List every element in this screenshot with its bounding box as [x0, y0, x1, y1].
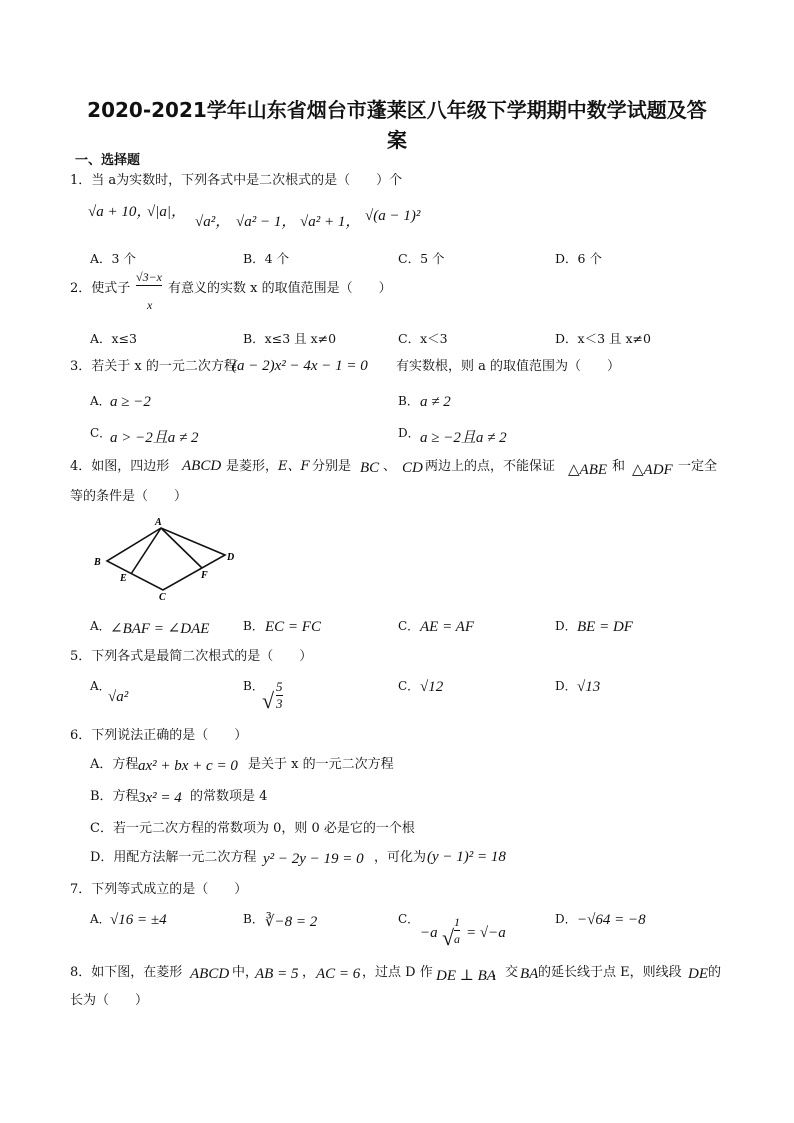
figure-label-f: F: [201, 570, 208, 581]
q1-option-a: A．3 个: [90, 251, 136, 266]
q5-option-d: √13: [577, 679, 601, 695]
q7-option-c-pre: −a: [420, 925, 438, 941]
q6-option-d-math1: y² − 2y − 19 = 0: [263, 851, 364, 867]
q1-option-c: C．5 个: [398, 251, 445, 266]
q7-option-d: −√64 = −8: [577, 912, 646, 928]
q4-bc: BC: [360, 460, 380, 476]
q5-option-b-label: B．: [243, 679, 264, 693]
q4-option-b-label: B．: [243, 619, 264, 633]
q7-option-b: ∛−8 = 2: [265, 914, 318, 930]
q8-ac: AC = 6: [316, 966, 361, 982]
q3-equation: (a − 2)x² − 4x − 1 = 0: [232, 358, 368, 374]
q7-option-d-label: D．: [555, 912, 577, 926]
q6-option-b-math: 3x² = 4: [138, 790, 182, 806]
q4-option-b: EC = FC: [265, 619, 321, 635]
q4-option-a-label: A．: [90, 619, 111, 633]
question-4-stem-a: 4．如图，四边形: [70, 459, 170, 474]
q4-option-c-label: C．: [398, 619, 420, 633]
q6-option-a-math: ax² + bx + c = 0: [138, 758, 238, 774]
segment-ae: [131, 528, 161, 574]
question-1-stem: 1．当 a为实数时，下列各式中是二次根式的是（ ）个: [70, 173, 403, 188]
q8-ba: BA: [520, 966, 539, 982]
q5-option-b-numerator: 5: [276, 679, 283, 694]
q4-ef: E、F: [278, 459, 310, 474]
question-4-stem-e: 一定全: [678, 459, 718, 474]
q5-option-c-label: C．: [398, 679, 420, 693]
q3-option-c-label: C．: [90, 426, 112, 440]
q7-option-c-radical: √: [442, 925, 455, 950]
q3-option-c: a > −2且a ≠ 2: [110, 430, 199, 446]
q7-option-a: √16 = ±4: [110, 912, 167, 928]
q1-option-d: D．6 个: [555, 251, 602, 266]
figure-label-a: A: [155, 517, 162, 528]
q8-stem-d: ，过点 D 作: [362, 965, 433, 980]
question-3-stem-a: 3．若关于 x 的一元二次方程: [70, 359, 237, 374]
figure-label-c: C: [159, 592, 166, 600]
q8-ab: AB = 5: [255, 966, 299, 982]
q4-and: 和: [612, 459, 626, 474]
q2-option-b: B．x≤3 且 x≠0: [243, 331, 337, 346]
q8-stem-c: ，: [302, 965, 316, 980]
q1-option-b: B．4 个: [243, 251, 290, 266]
q2-option-d: D．x＜3 且 x≠0: [555, 331, 651, 346]
q8-abcd: ABCD: [190, 966, 230, 982]
figure-label-e: E: [120, 573, 127, 584]
q4-cd: CD: [402, 460, 423, 476]
q3-option-d: a ≥ −2且a ≠ 2: [420, 430, 507, 446]
q1-expr-5: √a² + 1，: [300, 214, 361, 230]
q3-option-d-label: D．: [398, 426, 420, 440]
page-title: 2020-2021学年山东省烟台市蓬莱区八年级下学期期中数学试题及答: [87, 98, 707, 122]
q6-option-d-math2: (y − 1)² = 18: [427, 849, 506, 865]
q5-option-a: √a²: [108, 689, 129, 705]
q6-option-b-label: B．方程: [90, 789, 139, 804]
section-heading: 一、选择题: [75, 153, 141, 168]
segment-af: [161, 528, 202, 568]
q2-fraction-numerator: √3−x: [136, 270, 163, 284]
q1-expr-4: √a² − 1，: [236, 214, 297, 230]
question-4-stem-c: 分别是: [312, 459, 352, 474]
q4-adf: △ADF: [632, 462, 673, 478]
q8-stem-e: ，交: [492, 965, 519, 980]
q2-option-a: A．x≤3: [90, 331, 138, 346]
question-3-stem-b: 有实数根，则 a 的取值范围为（ ）: [396, 359, 621, 374]
q8-stem-b: 中，: [232, 965, 259, 980]
q5-option-b-radical: √: [262, 688, 275, 713]
figure-label-b: B: [94, 557, 101, 568]
q4-abe: △ABE: [568, 462, 608, 478]
q4-option-c: AE = AF: [420, 619, 475, 635]
q6-option-c: C．若一元二次方程的常数项为 0，则 0 必是它的一个根: [90, 821, 415, 836]
q6-option-d-mid: ，可化为: [374, 850, 427, 865]
q1-expr-3: √a²，: [195, 214, 231, 230]
q6-option-d-label: D．用配方法解一元二次方程: [90, 850, 257, 865]
q4-separator: 、: [383, 459, 397, 474]
q8-de: DE: [688, 966, 708, 982]
q4-option-d-label: D．: [555, 619, 577, 633]
q6-option-a-rest: 是关于 x 的一元二次方程: [248, 757, 394, 772]
q7-option-c-numerator: 1: [454, 915, 460, 929]
q5-option-a-label: A．: [90, 679, 111, 693]
q1-expr-1: √a + 10，: [88, 204, 152, 220]
q6-option-a-label: A．方程: [90, 757, 139, 772]
q3-option-a-label: A．: [90, 394, 111, 408]
q1-expr-2: √|a|，: [147, 204, 186, 220]
question-6-stem: 6．下列说法正确的是（ ）: [70, 728, 248, 743]
q4-option-d: BE = DF: [577, 619, 633, 635]
q4-option-a: ∠BAF = ∠DAE: [110, 621, 210, 637]
q3-option-b: a ≠ 2: [420, 394, 451, 410]
q4-abcd: ABCD: [182, 458, 222, 474]
q3-option-a: a ≥ −2: [110, 394, 151, 410]
q8-stem-f: 的延长线于点 E，则线段: [538, 965, 682, 980]
q7-option-a-label: A．: [90, 912, 111, 926]
q5-option-b-denominator: 3: [276, 696, 283, 711]
q7-option-c-label: C．: [398, 912, 420, 926]
question-8-stem-a: 8．如下图，在菱形: [70, 965, 183, 980]
q7-option-b-label: B．: [243, 912, 264, 926]
figure-label-d: D: [227, 552, 235, 563]
q5-option-c: √12: [420, 679, 444, 695]
q8-stem-line2: 长为（ ）: [70, 993, 149, 1008]
question-2-stem-a: 2．使式子: [70, 281, 131, 296]
q2-option-c: C．x＜3: [398, 331, 448, 346]
question-4-stem-b: 是菱形，: [226, 459, 279, 474]
q3-option-b-label: B．: [398, 394, 419, 408]
q6-option-b-rest: 的常数项是 4: [190, 789, 268, 804]
q7-option-c-denominator: a: [454, 932, 460, 946]
q5-option-d-label: D．: [555, 679, 577, 693]
question-7-stem: 7．下列等式成立的是（ ）: [70, 882, 248, 897]
question-4-stem-line2: 等的条件是（ ）: [70, 489, 188, 504]
q1-expr-6: √(a − 1)²: [365, 208, 421, 224]
q8-perp: DE ⊥ BA: [436, 968, 496, 984]
rhombus-figure: [90, 515, 240, 600]
question-5-stem: 5．下列各式是最简二次根式的是（ ）: [70, 649, 313, 664]
question-2-stem-b: 有意义的实数 x 的取值范围是（ ）: [168, 281, 392, 296]
q7-option-c-post: = √−a: [466, 925, 506, 941]
q8-stem-g: 的: [708, 965, 722, 980]
page-title-line2: 案: [387, 128, 407, 152]
question-4-stem-d: 两边上的点，不能保证: [425, 459, 556, 474]
q2-fraction-denominator: x: [147, 298, 153, 312]
